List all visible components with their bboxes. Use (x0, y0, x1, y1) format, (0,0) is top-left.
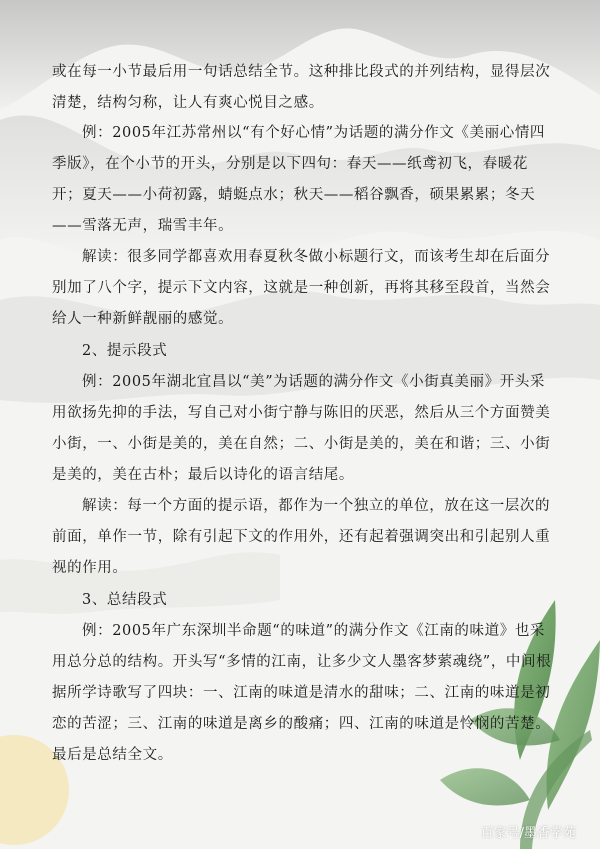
section-heading-prompt: 2、提示段式 (82, 343, 168, 359)
paragraph-example-shenzhen: 例：2005年广东深圳半命题“的味道”的满分作文《江南的味道》也采用总分总的结构。开头写“多情的江南，让多少文人墨客梦萦魂绕”，中间根据所学诗歌写了四块：一、江南的味道是清水的甜味；二、江南的味道是初恋的苦涩；三、江南的味道是离乡的酸痛；四、江南的味道是怜悯的苦楚。最后是总结全文。 (52, 623, 552, 763)
section-heading-summary: 3、总结段式 (82, 592, 168, 608)
paragraph-example-changzhou: 例：2005年江苏常州以“有个好心情”为话题的满分作文《美丽心情四季版》，在个小节的开头，分别是以下四句：春天——纸鸢初飞，春暖花开；夏天——小荷初露，蜻蜓点水；秋天——稻谷飘香，硕果累累；冬天——雪落无声，瑞雪丰年。 (52, 125, 546, 234)
watermark: 百家号/墨香学苑 (480, 826, 576, 841)
paragraph-analysis-1: 解读：很多同学都喜欢用春夏秋冬做小标题行文，而该考生却在后面分别加了八个字，提示下文内容，这就是一种创新，再将其移至段首，当然会给人一种新鲜靓丽的感觉。 (52, 249, 551, 327)
paragraph-example-yichang: 例：2005年湖北宜昌以“美”为话题的满分作文《小街真美丽》开头采用欲扬先抑的手法，写自己对小街宁静与陈旧的厌恶，然后从三个方面赞美小街，一、小街是美的，美在自然；二、小街是美的，美在和谐；三、小街是美的，美在古朴；最后以诗化的语言结尾。 (52, 374, 551, 483)
paragraph-parallel-summary: 或在每一小节最后用一句话总结全节。这种排比段式的并列结构，显得层次清楚，结构匀称，让人有爽心悦目之感。 (52, 64, 551, 111)
paragraph-analysis-2: 解读：每一个方面的提示语，都作为一个独立的单位，放在这一层次的前面，单作一节，除有引起下文的作用外，还有起着强调突出和引起别人重视的作用。 (52, 498, 551, 576)
